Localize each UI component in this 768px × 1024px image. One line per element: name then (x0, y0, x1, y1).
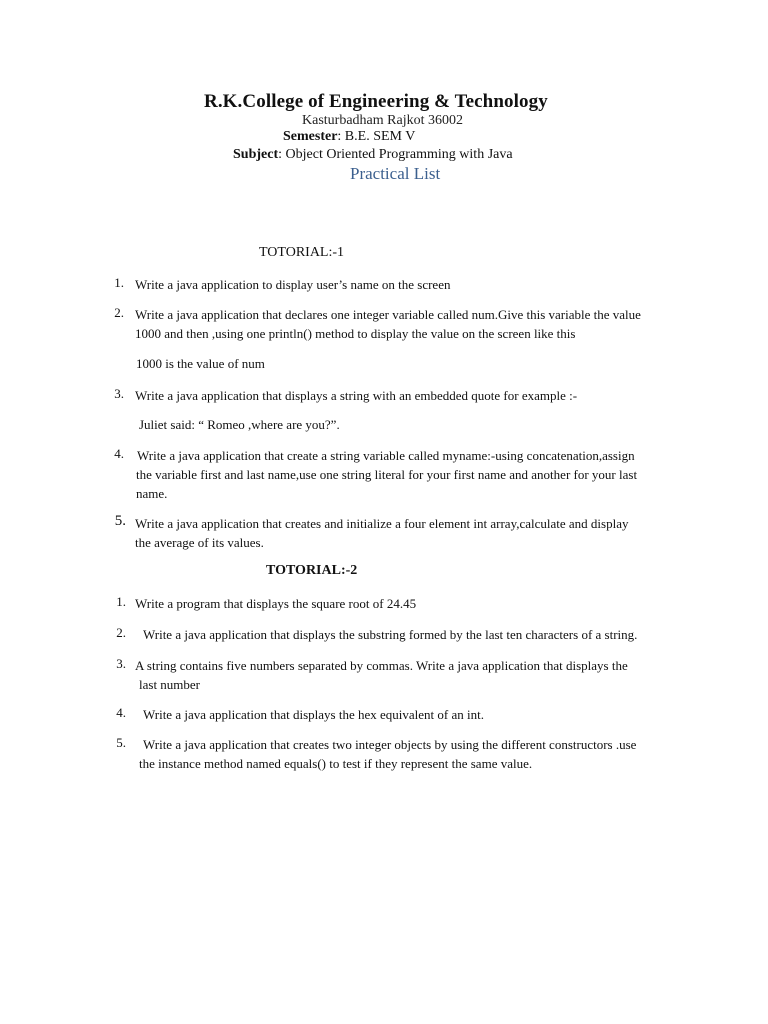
subject-value: : Object Oriented Programming with Java (278, 147, 513, 162)
t1-item-3-example: Juliet said: “ Romeo ,where are you?”. (139, 417, 340, 432)
t1-item-2-number: 2. (114, 305, 124, 320)
t1-item-5-text-line-1: Write a java application that creates and initialize a four element int array,calculate and display (135, 516, 629, 531)
t2-item-2-number: 2. (116, 625, 126, 640)
college-address: Kasturbadham Rajkot 36002 (302, 113, 463, 128)
t2-item-1-text: Write a program that displays the square root of 24.45 (135, 596, 417, 611)
t1-item-1-number: 1. (114, 275, 124, 290)
t2-item-3-text-line-2: last number (139, 677, 201, 692)
t1-item-2-text-line-1: Write a java application that declares one integer variable called num.Give this variable the value (135, 307, 641, 322)
t1-item-4-text-line-2: the variable first and last name,use one string literal for your first name and another for your last (136, 467, 638, 482)
t2-item-1-number: 1. (116, 594, 126, 609)
t1-item-4-text-line-3: name. (136, 486, 168, 501)
subject-label: Subject (233, 147, 279, 162)
t1-item-5-number: 5. (114, 513, 126, 529)
tutorial-1-heading: TOTORIAL:-1 (259, 245, 345, 260)
t1-item-5-text-line-2: the average of its values. (135, 535, 264, 550)
practical-list-title: Practical List (350, 164, 441, 183)
t2-item-3-text-line-1: A string contains five numbers separated by commas. Write a java application that displays the (135, 658, 628, 673)
t2-item-5-number: 5. (116, 735, 126, 750)
subject-line (233, 147, 513, 163)
t2-item-2-text: Write a java application that displays the substring formed by the last ten characters of a string. (143, 627, 638, 642)
semester-value: : B.E. SEM V (337, 129, 416, 144)
semester-label: Semester (283, 129, 338, 144)
semester-line (283, 129, 415, 145)
t1-item-1-text: Write a java application to display user’s name on the screen (135, 277, 451, 292)
t1-item-4-number: 4. (114, 446, 124, 461)
t1-item-2-example: 1000 is the value of num (136, 356, 265, 371)
t1-item-4-text-line-1: Write a java application that create a string variable called myname:-using concatenation,assign (137, 448, 635, 463)
t1-item-3-number: 3. (114, 386, 124, 401)
college-name: R.K.College of Engineering & Technology (204, 91, 548, 112)
t2-item-4-text: Write a java application that displays the hex equivalent of an int. (143, 707, 484, 722)
t1-item-3-text: Write a java application that displays a string with an embedded quote for example :- (135, 388, 578, 403)
t1-item-2-text-line-2: 1000 and then ,using one println() method to display the value on the screen like this (135, 326, 576, 341)
tutorial-2-heading: TOTORIAL:-2 (266, 563, 358, 578)
t2-item-4-number: 4. (116, 705, 126, 720)
t2-item-5-text-line-1: Write a java application that creates two integer objects by using the different constructors .use (143, 737, 637, 752)
t2-item-5-text-line-2: the instance method named equals() to test if they represent the same value. (139, 756, 533, 771)
t2-item-3-number: 3. (116, 656, 126, 671)
